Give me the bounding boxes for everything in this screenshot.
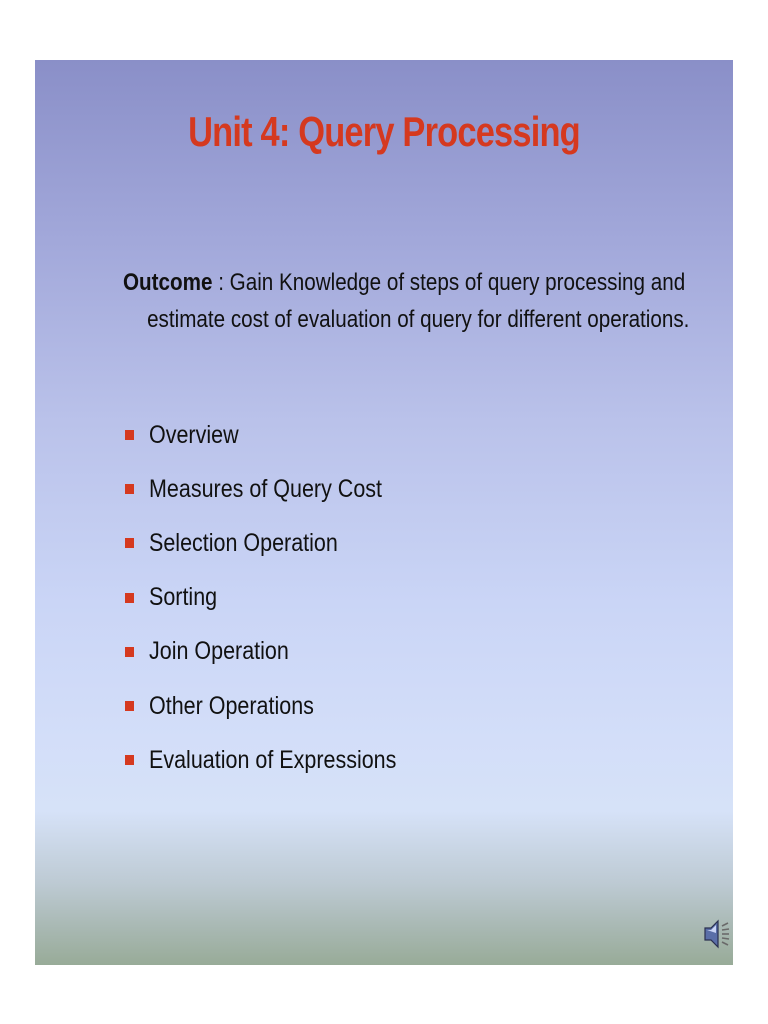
outcome-text-line1: : Gain Knowledge of steps of query processing and [212,269,686,296]
list-item [125,516,437,570]
bullet-square-icon [125,755,134,765]
bullet-square-icon [125,593,134,603]
outcome-label: Outcome [123,269,213,296]
bullet-text: Join Operation [149,637,289,666]
bullet-text: Other Operations [149,691,314,720]
list-item [125,625,437,679]
bullet-square-icon [125,538,134,548]
list-item [125,462,437,516]
bullet-square-icon [125,430,134,440]
bullet-text: Selection Operation [149,528,338,557]
bullet-square-icon [125,484,134,494]
outcome-paragraph [123,264,708,338]
topic-list [125,408,437,787]
bullet-square-icon [125,647,134,657]
slide [35,60,733,965]
list-item [125,408,437,462]
outcome-text-line2: estimate cost of evaluation of query for different operations. [147,306,690,333]
bullet-text: Measures of Query Cost [149,474,383,503]
bullet-text: Evaluation of Expressions [149,745,397,774]
list-item [125,679,437,733]
bullet-square-icon [125,701,134,711]
bullet-text: Sorting [149,583,218,612]
speaker-icon[interactable] [703,913,731,955]
list-item [125,571,437,625]
list-item [125,733,437,787]
slide-title: Unit 4: Query Processing [188,108,580,155]
bullet-text: Overview [149,420,239,449]
